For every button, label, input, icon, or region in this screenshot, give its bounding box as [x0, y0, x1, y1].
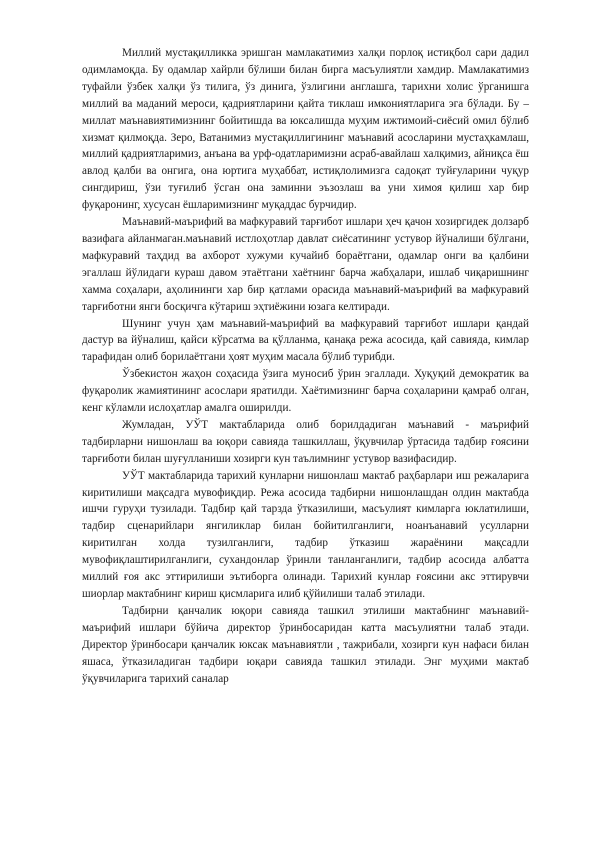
paragraph-deputy-director: Тадбирни қанчалик юқори савияда ташкил этилиши мактабнинг маънавий-маърифий ишлари бўйича директор ўринбосаридан катта масъулиятни талаб этади. Директор ўринбосари қанчалик юксак маънавиятли , тажрибали, хозирги кун нафаси билан яшаса, ўтказиладиган тадбири юқари савияда ташкил этилади. Энг муҳими мактаб ўқувчиларига тарихий саналар: [82, 604, 529, 685]
paragraph-uzbekistan-reforms: Ўзбекистон жаҳон соҳасида ўзига муносиб ўрин эгаллади. Хуқуқий демократик ва фуқаролик жамиятининг асослари яратилди. Хаётимизнинг барча соҳаларини қамраб олган, кенг кўламли ислоҳатлар амалга оширилди.: [82, 368, 529, 415]
paragraph-school-events: Жумладан, УЎТ мактабларида олиб борилдадиган маънавий - маърифий тадбирларни нишонлаш ва юқори савияда ташкиллаш, ўқувчилар ўртасида тадбир ғоясини тарғиботи билан шуғулланиши хозирги кун таълимнинг устувор вазифасидир.: [82, 418, 529, 465]
paragraph-independence: Миллий мустақилликка эришган мамлакатимиз халқи порлоқ истиқбол сари дадил одимламоқда. Бу одамлар хайрли бўлиши билан бирга масъулиятли хамдир. Мамлакатимиз туфайли ўзбек халқи ўз тилига, ўз динига, ўзлигини англашга, тарихни холис ўрганишга миллий ва маданий мероси, қадриятларини қайта тиклаш имкониятларига эга бўлади. Бу – миллат маънавиятимизнинг бойитишда ва юксалишда муҳим ижтимоий-сиёсий омил бўлиб хизмат қилмоқда. Зеро, Ватанимиз мустақиллигининг маънавий асосларини мустаҳкамлаш, миллий қадриятларимиз, анъана ва урф-одатларимизни асраб-авайлаш халқимиз, айниқса ёш авлод қалби ва онгига, она юртига муҳаббат, истиқлолимизга садоқат туйғуларини чуқур сингдириш, ўзи туғилиб ўсган она заминни эъзозлаш ва уни химоя қилиш хар бир фуқаронинг, хусусан ёшларимизнинг муқаддас бурчидир.: [82, 47, 529, 212]
paragraph-propaganda-work: Маънавий-маърифий ва мафкуравий тарғибот ишлари ҳеч қачон хозиргидек долзарб вазифага айланмаган.маънавий истлоҳотлар давлат сиёсатининг устувор йўналиши бўлгани, мафкуравий таҳдид ва ахборот хужуми кучайиб бораётгани, одамлар онги ва қалбини эгаллаш йўлидаги кураш давом этаётгани хаётнинг барча жабҳалари, ишлаб чиқаришнинг хамма соҳалари, аҳолининги хар бир қатлами орасида маънавий-маърифий ва мафкуравий тарғиботни янги босқичга кўтариш эҳтиёжини юзага келтиради.: [82, 216, 529, 313]
document-page: [82, 45, 529, 687]
paragraph-historical-days: УЎТ мактабларида тарихий кунларни нишонлаш мактаб раҳбарлари иш режаларига киритилиши мақсадга мувофиқдир. Режа асосида тадбирни нишонлашдан олдин мактабда ишчи гуруҳи тузилади. Тадбир қай тарзда ўтказилиши, масъулият кимларга юклатилиши, тадбир сценарийлари янгиликлар билан бойитилганлиги, ноанъанавий усулларни киритилган холда тузилганлиги, тадбир ўтказиш жараёнини мақсадли мувофиқлаштирилганлиги, сухандонлар ўринли танланганлиги, тадбир асосида албатта миллий ғоя акс эттирилиши эътиборга олинади. Тарихий кунлар ғоясини акс эттирувчи шиорлар мактабнинг кириш қисмларига илиб қўйилиши талаб этилади.: [82, 469, 529, 600]
paragraph-program-question: Шунинг учун ҳам маънавий-маърифий ва мафкуравий тарғибот ишлари қандай дастур ва йўналиш, қайси кўрсатма ва қўлланма, қанақа режа асосида, қай савияда, кимлар тарафидан олиб борилаётгани ҳоят муҳим масала бўлиб турибди.: [82, 317, 529, 364]
